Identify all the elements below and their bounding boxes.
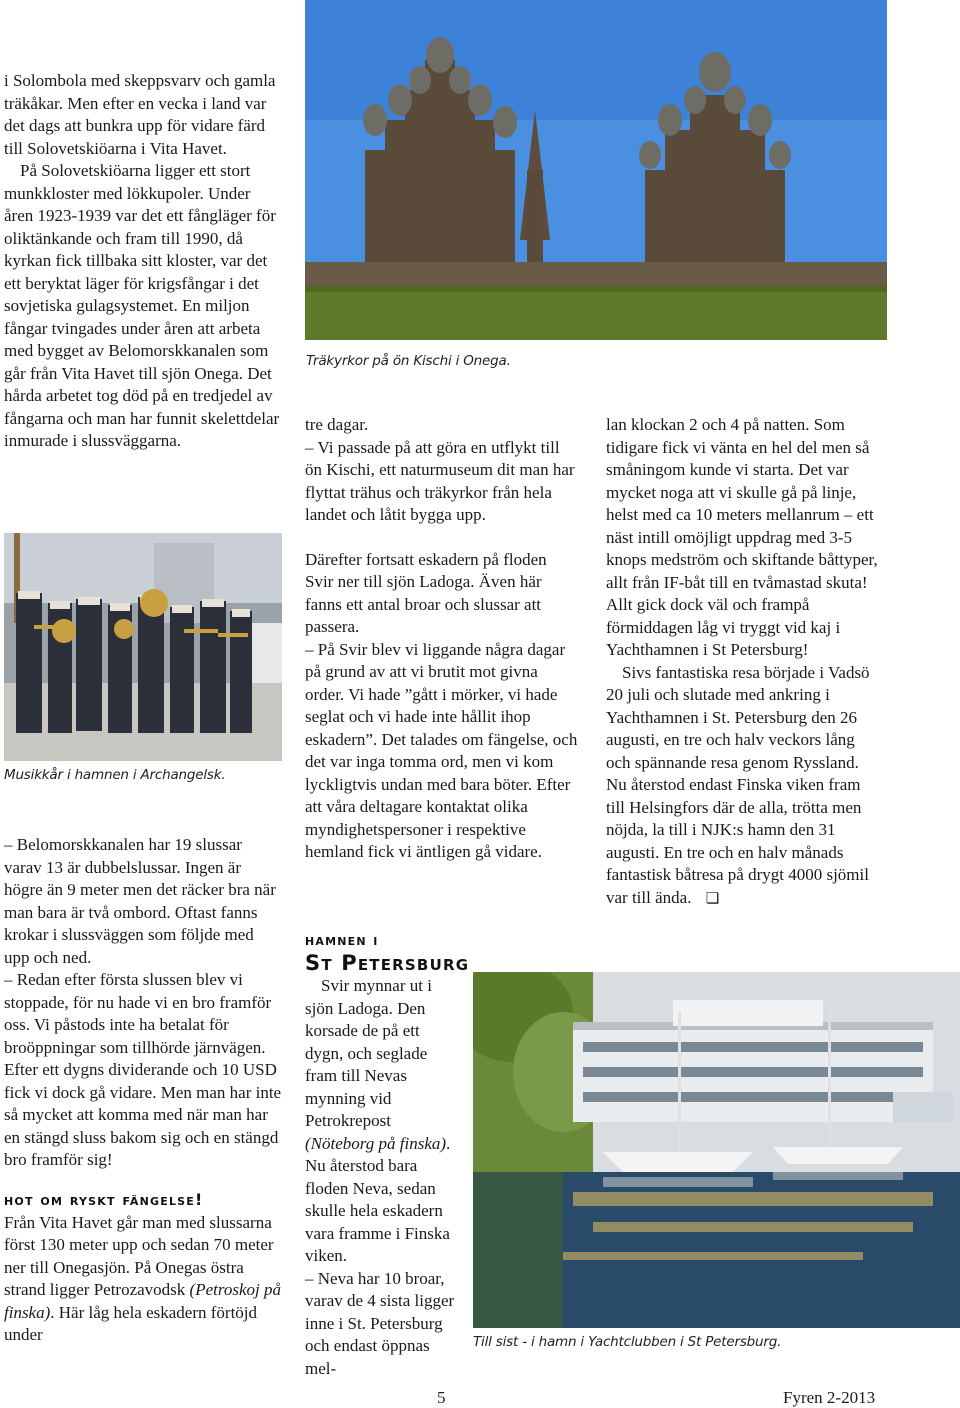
end-mark-icon: ❏ — [705, 888, 720, 907]
col1-paragraph-1: i Solombola med skeppsvarv och gamla träkåkar. Men efter en vecka i land var det dags att bunkra upp för vidare färd till Solovetskiöarna i Vita Havet. — [4, 71, 276, 158]
col3-paragraph-2-text: Sivs fantastiska resa började i Vadsö 20 juli och slutade med ankring i Yachthamnen i St. Petersburg den 26 augusti, en tre och halv veckors lång och spännande resa genom Ryssland. Nu återstod endast Finska viken fram till Helsingfors där de alla, trötta men nöjda, la till i NJK:s hamn den 31 augusti. En tre och en halv månads fantastisk båtresa på drygt 4000 sjömil var till ända. — [606, 662, 870, 907]
church-illustration — [305, 0, 887, 340]
page-number: 5 — [437, 1388, 446, 1407]
col2-paragraph-5-text-b: . Nu återstod bara floden Neva, sedan skulle hela eskadern vara framme i Finska viken. — [305, 1133, 451, 1265]
column-1-lower — [4, 834, 282, 1347]
band-caption: Musikkår i hamnen i Archangelsk. — [4, 767, 226, 783]
col2-paragraph-5-emphasis: (Nöteborg på finska) — [305, 1133, 447, 1153]
column-1 — [4, 70, 282, 453]
col1-paragraph-5-emphasis: (Petroskoj på finska) — [4, 1280, 281, 1322]
section-heading-harbor-line1: hamnen i — [305, 931, 379, 949]
publication-name: Fyren 2-2013 — [783, 1388, 876, 1407]
col2-paragraph-5 — [305, 975, 460, 1268]
church-caption: Träkyrkor på ön Kischi i Onega. — [306, 353, 511, 369]
band-photo — [4, 533, 282, 761]
col2-paragraph-5-text-a: Svir mynnar ut i sjön Ladoga. Den korsade de på ett dygn, och seglade fram till Nevas mynning vid Petrokrepost — [305, 976, 432, 1130]
harbor-caption: Till sist - i hamn i Yachtclubben i St Petersburg. — [473, 1334, 782, 1350]
col1-paragraph-5-text-a: Från Vita Havet går man med slussarna först 130 meter upp och sedan 70 meter ner till Onegasjön. På Onegas östra strand ligger Petrozavodsk — [4, 1212, 274, 1299]
col3-paragraph-1: lan klockan 2 och 4 på natten. Som tidigare fick vi vänta en hel del men så småningom kunde vi starta. Det var mycket noga att vi skulle gå på linje, helst med ca 10 meters mellanrum – ett näst intill omöjligt uppdrag med 3-5 knops medström och skiftande båttyper, allt från IF-båt till en tvåmastad skuta! Allt gick dock väl och frampå förmiddagen låg vi tryggt vid kaj i Yachthamnen i St Petersburg! — [606, 415, 878, 659]
col1-paragraph-2: På Solovetskiöarna ligger ett stort munkkloster med lökkupoler. Under åren 1923-1939 var det ett fångläger för oliktänkande och fram till 1990, då kyrkan fick tillbaka sitt kloster, var det ett beryktat läger för krigsfångar i det sovjetiska gulagsystemet. En miljon fångar tvingades under åren att arbeta med bygget av Belomorskkanalen som går från Vita Havet till sjön Onega. Det hårda arbetet tog död på en tredjedel av fångarna och man har funnit skelettdelar inmurade i slussväggarna. — [4, 161, 280, 450]
col2-paragraph-3: Därefter fortsatt eskadern på floden Svir ner till sjön Ladoga. Även här fanns ett antal broar och slussar att passera. — [305, 549, 547, 636]
col1-paragraph-4: – Redan efter första slussen blev vi stoppade, för nu hade vi en bro framför oss. Vi påstods inte ha betalat för broöppningar som tillhörde järnvägen. Efter ett dygns dividerande och 10 USD fick vi dock gå vidare. Men man har inte så mycket att komma med när man har en stängd sluss bakom sig och en stängd bro framför sig! — [4, 970, 282, 1169]
harbor-photo — [473, 972, 960, 1328]
harbor-illustration — [473, 972, 960, 1328]
section-heading-prison: hot om ryskt fängelse! — [4, 1189, 204, 1209]
column-2-lower — [305, 975, 460, 1380]
church-photo — [305, 0, 887, 340]
section-heading-harbor-line2: St Petersburg — [305, 951, 470, 975]
col1-paragraph-3: – Belomorskkanalen har 19 slussar varav 13 är dubbelslussar. Ingen är högre än 9 meter men det räcker bra när man bara är två ombord. Oftast fanns krokar i slussväggen som följde med upp och ned. — [4, 835, 276, 967]
col2-paragraph-2: – Vi passade på att göra en utflykt till ön Kischi, ett naturmuseum dit man har flyttat trähus och träkyrkor från hela landet och låtit bygga upp. — [305, 437, 575, 524]
col1-paragraph-5-text-b: . Här låg hela eskadern förtöjd under — [4, 1302, 258, 1344]
band-illustration — [4, 533, 282, 761]
col1-paragraph-5 — [4, 1212, 282, 1347]
col3-paragraph-2 — [606, 662, 880, 910]
col2-paragraph-6: – Neva har 10 broar, varav de 4 sista ligger inne i St. Petersburg och endast öppnas mel- — [305, 1268, 455, 1378]
column-3 — [606, 414, 880, 909]
column-2 — [305, 414, 579, 864]
col2-paragraph-4: – På Svir blev vi liggande några dagar på grund av att vi brutit mot givna order. Vi hade ”gått i mörker, vi hade seglat och vi hade inte hållit ihop eskadern”. Det talades om fängelse, och det var inga tomma ord, men vi kom lyckligtvis undan med bara böter. Efter att våra deltagare kontaktat olika myndighetspersoner i respektive hemland fick vi äntligen gå vidare. — [305, 639, 578, 861]
col2-paragraph-1: tre dagar. — [305, 415, 369, 434]
